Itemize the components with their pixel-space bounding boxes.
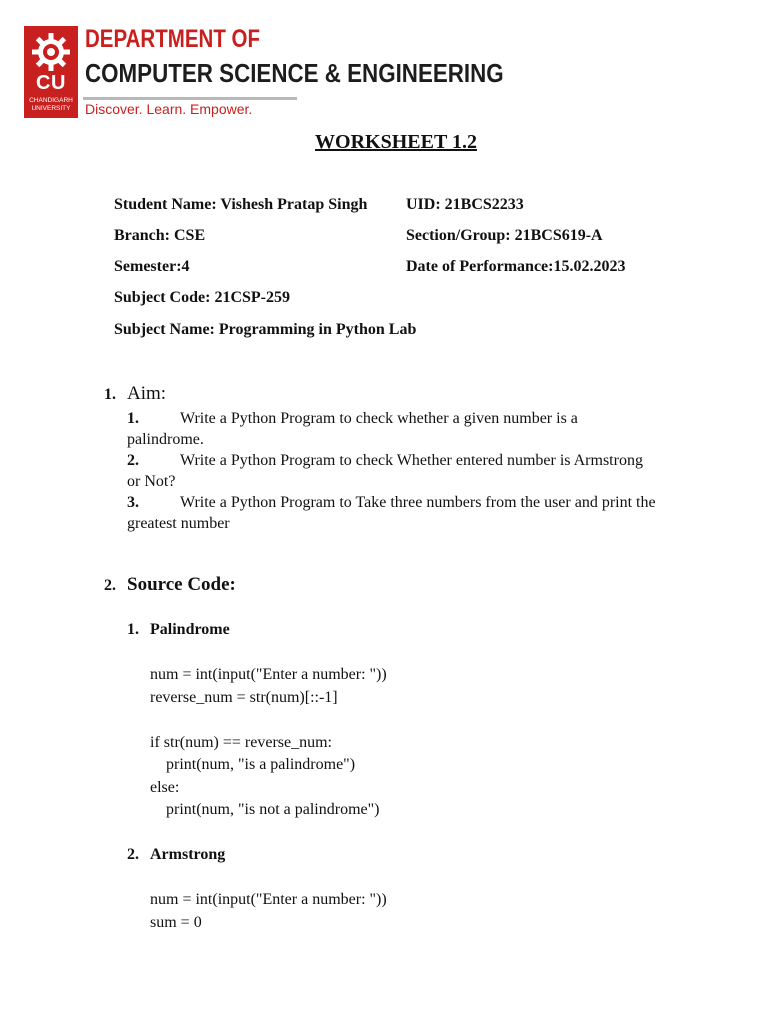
source-code-heading: Source Code: — [127, 574, 236, 595]
department-line-2: COMPUTER SCIENCE & ENGINEERING — [85, 58, 504, 88]
department-line-1: DEPARTMENT OF — [85, 25, 261, 53]
palindrome-title: Palindrome — [150, 621, 230, 638]
subject-name: Subject Name: Programming in Python Lab — [114, 321, 417, 338]
aim-list — [127, 408, 657, 534]
code-line: print(num, "is not a palindrome") — [150, 801, 380, 818]
aim-item-text: Write a Python Program to check Whether entered number is Armstrong or Not? — [127, 452, 643, 490]
code-line: print(num, "is a palindrome") — [150, 756, 356, 773]
aim-heading-text: Aim — [127, 383, 161, 404]
aim-item-number: 2. — [127, 452, 139, 469]
aim-heading-colon: : — [160, 383, 167, 404]
code-line: sum = 0 — [150, 913, 202, 931]
semester: Semester:4 — [114, 258, 190, 275]
source-code-number: 2. — [104, 577, 116, 594]
palindrome-number: 1. — [127, 621, 139, 638]
header-divider — [83, 97, 297, 100]
subject-code: Subject Code: 21CSP-259 — [114, 289, 290, 306]
aim-item-number: 1. — [127, 410, 139, 427]
code-line: if str(num) == reverse_num: — [150, 733, 332, 751]
code-line: else: — [150, 778, 180, 796]
tagline: Discover. Learn. Empower. — [85, 101, 253, 117]
section-group: Section/Group: 21BCS619-A — [406, 227, 603, 244]
uid: UID: 21BCS2233 — [406, 196, 524, 213]
aim-item-number: 3. — [127, 494, 139, 511]
armstrong-code-block — [150, 889, 387, 934]
logo-text: CU — [36, 72, 66, 94]
palindrome-code-block — [150, 664, 387, 822]
aim-item-text: Write a Python Program to Take three numbers from the user and print the greatest number — [127, 494, 656, 532]
student-name: Student Name: Vishesh Pratap Singh — [114, 196, 368, 213]
aim-item-text: Write a Python Program to check whether a given number is a palindrome. — [127, 410, 578, 448]
code-line: reverse_num = str(num)[::-1] — [150, 688, 338, 706]
armstrong-number: 2. — [127, 846, 139, 863]
aim-number: 1. — [104, 386, 116, 403]
gear-icon — [29, 30, 73, 74]
date-of-performance: Date of Performance:15.02.2023 — [406, 258, 626, 275]
aim-item — [127, 450, 657, 492]
worksheet-title: WORKSHEET 1.2 — [315, 131, 477, 153]
aim-item — [127, 408, 657, 450]
branch: Branch: CSE — [114, 227, 206, 244]
code-line: num = int(input("Enter a number: ")) — [150, 891, 387, 908]
armstrong-title: Armstrong — [150, 846, 226, 863]
logo-subtext: CHANDIGARH UNIVERSITY — [29, 97, 73, 112]
aim-item — [127, 492, 657, 534]
aim-heading — [127, 383, 166, 405]
code-line — [150, 709, 387, 732]
code-line: num = int(input("Enter a number: ")) — [150, 666, 387, 683]
